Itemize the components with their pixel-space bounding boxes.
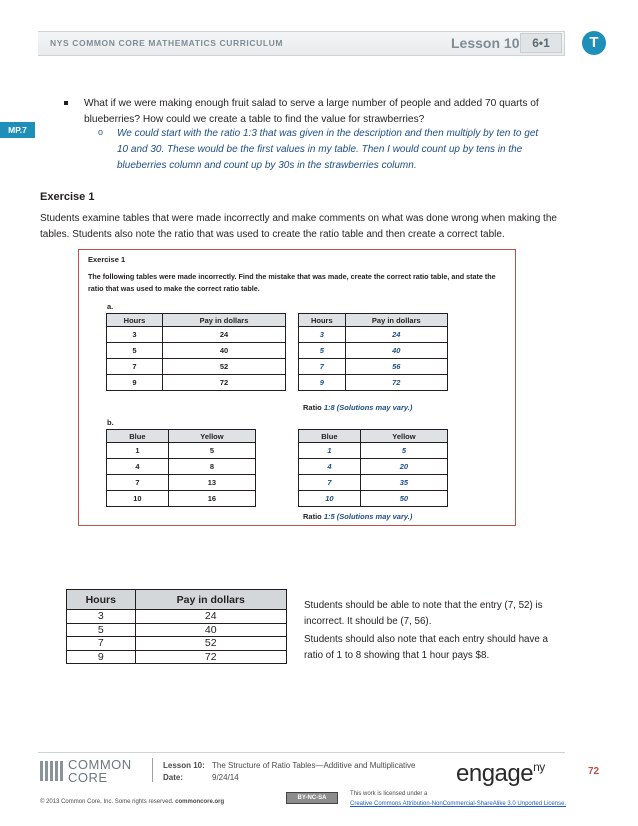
table-cell: 40 (163, 343, 286, 359)
table-cell: 5 (360, 443, 447, 459)
exercise-description: Students examine tables that were made incorrectly and make comments on what was done wrong when making the tables. Students also note the ratio that was used to create the ratio table and then create a correct table. (40, 213, 557, 240)
part-a-answer-table (298, 313, 448, 391)
engage-sup: ny (533, 760, 545, 774)
table-cell: 9 (299, 375, 346, 391)
table-cell: 40 (345, 343, 447, 359)
table-cell: 8 (168, 459, 255, 475)
table-header: Hours (107, 314, 163, 327)
table-cell: 7 (299, 359, 346, 375)
discussion-question: What if we were making enough fruit salad to serve a large number of people and added 70 quarts of blueberries? How could we create a table to find the value for strawberries? (84, 98, 539, 125)
box-instruction: The following tables were made incorrectly. Find the mistake that was made, create the correct ratio table, and state the ratio that was used to make the correct ratio table. (88, 272, 496, 293)
copyright (40, 799, 224, 805)
hours-pay-table (66, 589, 287, 664)
table-cell: 3 (107, 327, 163, 343)
table-cell: 20 (360, 459, 447, 475)
table-cell: 13 (168, 475, 255, 491)
table-cell: 10 (299, 491, 361, 507)
exercise-heading: Exercise 1 (40, 191, 95, 203)
table-cell: 35 (360, 475, 447, 491)
table-row (107, 475, 256, 491)
table-row (107, 443, 256, 459)
table-cell: 72 (163, 375, 286, 391)
ratio-label: Ratio (303, 403, 322, 412)
table-row (299, 459, 448, 475)
mp7-tag: MP.7 (0, 122, 35, 138)
lesson-title: Lesson 10 (451, 35, 520, 51)
table-cell: 24 (345, 327, 447, 343)
license-link[interactable]: Creative Commons Attribution-NonCommercial-ShareAlike 3.0 Unported License. (350, 801, 567, 807)
logo-line2: CORE (68, 770, 108, 785)
grade-module-badge: 6•1 (520, 33, 562, 53)
table-cell: 24 (135, 610, 286, 624)
table-header: Blue (107, 430, 169, 443)
table-cell: 5 (67, 623, 136, 637)
table-header: Yellow (168, 430, 255, 443)
table-header: Pay in dollars (345, 314, 447, 327)
part-a-label: a. (107, 302, 114, 311)
part-a-given-table (106, 313, 286, 391)
table-row (67, 637, 287, 651)
table-row (107, 375, 286, 391)
common-core-logo (68, 758, 132, 784)
ratio-label: Ratio (303, 512, 322, 521)
table-row (107, 459, 256, 475)
table-cell: 5 (168, 443, 255, 459)
page-number: 72 (588, 766, 600, 777)
table-row (299, 343, 448, 359)
table-cell: 50 (360, 491, 447, 507)
table-cell: 16 (168, 491, 255, 507)
table-header: Pay in dollars (163, 314, 286, 327)
table-cell: 7 (107, 475, 169, 491)
creative-commons-badge-icon: BY-NC-SA (286, 792, 338, 804)
ratio-note: (Solutions may vary.) (336, 403, 413, 412)
table-row (299, 443, 448, 459)
table-cell: 9 (67, 650, 136, 664)
table-row (299, 327, 448, 343)
engageny-logo (456, 760, 545, 788)
table-cell: 3 (299, 327, 346, 343)
table-cell: 7 (299, 475, 361, 491)
table-cell: 9 (107, 375, 163, 391)
part-b-label: b. (107, 418, 114, 427)
note-ratio: Students should also note that each entry should have a ratio of 1 to 8 showing that 1 hour pays $8. (304, 634, 549, 661)
table-header: Pay in dollars (135, 590, 286, 610)
common-core-logo-icon (40, 761, 64, 781)
part-a-ratio (303, 403, 412, 412)
table-header: Blue (299, 430, 361, 443)
copyright-text: © 2013 Common Core, Inc. Some rights reserved. (40, 799, 174, 805)
table-cell: 3 (67, 610, 136, 624)
table-row (107, 327, 286, 343)
table-cell: 7 (67, 637, 136, 651)
table-header: Yellow (360, 430, 447, 443)
license-text: This work is licensed under a (350, 791, 428, 797)
table-cell: 52 (163, 359, 286, 375)
table-cell: 5 (107, 343, 163, 359)
table-row (299, 359, 448, 375)
table-cell: 5 (299, 343, 346, 359)
sample-answer: We could start with the ratio 1:3 that was given in the description and then multiply by ten to get 10 and 30. These would be the first values in my table. Then I would count up by tens in the blueberries column and count up by 30s in the strawberries column. (117, 128, 539, 171)
table-cell: 4 (107, 459, 169, 475)
bullet-square-icon (64, 101, 68, 105)
ratio-value: 1:8 (323, 403, 335, 412)
part-b-answer-table (298, 429, 448, 507)
table-row (67, 610, 287, 624)
table-cell: 40 (135, 623, 286, 637)
table-row (299, 491, 448, 507)
table-header: Hours (67, 590, 136, 610)
note-incorrect-entry: Students should be able to note that the entry (7, 52) is incorrect. It should be (7, 56). (304, 600, 543, 627)
table-cell: 72 (345, 375, 447, 391)
box-title: Exercise 1 (88, 255, 126, 264)
table-cell: 52 (135, 637, 286, 651)
footer-lesson-label: Lesson 10: (163, 761, 205, 770)
table-cell: 1 (107, 443, 169, 459)
footer-separator (152, 758, 153, 782)
footer-divider (38, 752, 565, 753)
engage-text: engage (456, 760, 534, 787)
table-row (299, 475, 448, 491)
table-row (107, 343, 286, 359)
table-cell: 4 (299, 459, 361, 475)
table-row (67, 623, 287, 637)
footer-lesson-title: The Structure of Ratio Tables—Additive and Multiplicative (212, 761, 416, 770)
table-row (107, 359, 286, 375)
curriculum-title: NYS COMMON CORE MATHEMATICS CURRICULUM (50, 38, 284, 48)
ratio-note: (Solutions may vary.) (336, 512, 413, 521)
table-cell: 7 (107, 359, 163, 375)
table-row (67, 650, 287, 664)
table-row (107, 491, 256, 507)
copyright-site: commoncore.org (175, 799, 225, 805)
footer-date: 9/24/14 (212, 773, 239, 782)
part-b-given-table (106, 429, 256, 507)
table-header: Hours (299, 314, 346, 327)
answer-bullet-icon: o (98, 127, 104, 137)
logo-line1: COMMON (68, 757, 132, 772)
table-cell: 1 (299, 443, 361, 459)
table-cell: 24 (163, 327, 286, 343)
teacher-badge: T (582, 31, 606, 55)
table-cell: 56 (345, 359, 447, 375)
table-row (299, 375, 448, 391)
part-b-ratio (303, 512, 412, 521)
table-cell: 72 (135, 650, 286, 664)
ratio-value: 1:5 (323, 512, 335, 521)
footer-date-label: Date: (163, 773, 184, 782)
table-cell: 10 (107, 491, 169, 507)
